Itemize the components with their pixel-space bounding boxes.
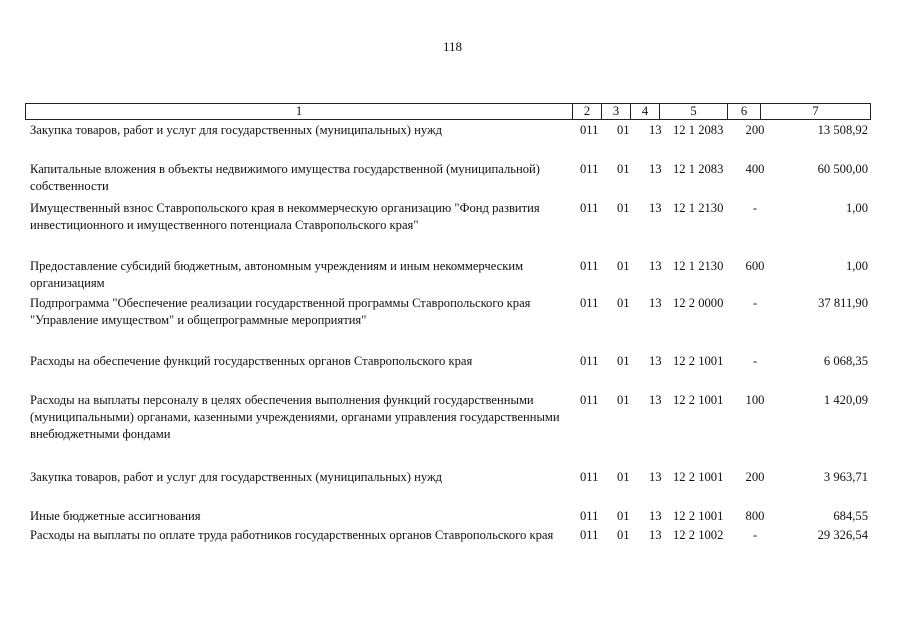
row-target-article: 12 1 2130 <box>673 259 724 273</box>
header-col-4: 4 <box>630 104 659 119</box>
header-col-1: 1 <box>295 104 303 118</box>
row-subsection: 13 <box>649 354 662 368</box>
row-name: Иные бюджетные ассигнования <box>30 509 201 523</box>
row-amount: 60 500,00 <box>817 162 868 176</box>
page-number: 118 <box>442 39 463 54</box>
row-ministry-code: 011 <box>580 201 599 215</box>
row-section: 01 <box>617 259 630 273</box>
row-expense-type: - <box>752 296 758 310</box>
row-expense-type: - <box>752 528 758 542</box>
row-name: Расходы на обеспечение функций государственных органов Ставропольского края <box>30 354 473 368</box>
row-name: Имущественный взнос Ставропольского края в некоммерческую организацию "Фонд развития инвестиционного и имущественного потенциала Ставропольского края" <box>30 201 540 232</box>
row-name: Закупка товаров, работ и услуг для государственных (муниципальных) нужд <box>30 123 443 137</box>
row-target-article: 12 2 1001 <box>673 393 724 407</box>
row-subsection: 13 <box>649 296 662 310</box>
row-subsection: 13 <box>649 509 662 523</box>
row-section: 01 <box>617 470 630 484</box>
row-ministry-code: 011 <box>580 509 599 523</box>
row-target-article: 12 2 0000 <box>673 296 724 310</box>
row-expense-type: 800 <box>745 509 765 523</box>
row-amount: 1,00 <box>845 201 868 215</box>
row-ministry-code: 011 <box>580 528 599 542</box>
header-col-7: 7 <box>760 104 870 119</box>
row-ministry-code: 011 <box>580 354 599 368</box>
row-expense-type: - <box>752 201 758 215</box>
row-expense-type: 600 <box>745 259 765 273</box>
row-target-article: 12 2 1002 <box>673 528 724 542</box>
row-name: Капитальные вложения в объекты недвижимого имущества государственной (муниципальной) собственности <box>30 162 540 193</box>
row-amount: 1,00 <box>845 259 868 273</box>
row-ministry-code: 011 <box>580 162 599 176</box>
row-section: 01 <box>617 528 630 542</box>
row-expense-type: 200 <box>745 470 765 484</box>
row-section: 01 <box>617 296 630 310</box>
row-ministry-code: 011 <box>580 393 599 407</box>
row-target-article: 12 2 1001 <box>673 354 724 368</box>
row-name: Предоставление субсидий бюджетным, автономным учреждениям и иным некоммерческим организациям <box>30 259 524 290</box>
row-ministry-code: 011 <box>580 470 599 484</box>
row-amount: 1 420,09 <box>823 393 868 407</box>
row-subsection: 13 <box>649 123 662 137</box>
header-col-6: 6 <box>727 104 760 119</box>
row-ministry-code: 011 <box>580 259 599 273</box>
row-name: Закупка товаров, работ и услуг для государственных (муниципальных) нужд <box>30 470 443 484</box>
row-target-article: 12 2 1001 <box>673 470 724 484</box>
row-expense-type: - <box>752 354 758 368</box>
header-col-5: 5 <box>659 104 727 119</box>
row-subsection: 13 <box>649 528 662 542</box>
row-amount: 6 068,35 <box>823 354 868 368</box>
row-amount: 13 508,92 <box>817 123 868 137</box>
row-ministry-code: 011 <box>580 296 599 310</box>
row-target-article: 12 1 2083 <box>673 162 724 176</box>
row-expense-type: 200 <box>745 123 765 137</box>
row-subsection: 13 <box>649 259 662 273</box>
row-target-article: 12 2 1001 <box>673 509 724 523</box>
row-section: 01 <box>617 354 630 368</box>
row-subsection: 13 <box>649 201 662 215</box>
row-section: 01 <box>617 509 630 523</box>
header-col-3: 3 <box>601 104 630 119</box>
row-amount: 684,55 <box>833 509 868 523</box>
header-col-2: 2 <box>572 104 601 119</box>
row-section: 01 <box>617 201 630 215</box>
row-section: 01 <box>617 393 630 407</box>
row-target-article: 12 1 2130 <box>673 201 724 215</box>
row-expense-type: 400 <box>745 162 765 176</box>
row-amount: 3 963,71 <box>823 470 868 484</box>
row-name: Расходы на выплаты по оплате труда работников государственных органов Ставропольского края <box>30 528 554 542</box>
row-section: 01 <box>617 162 630 176</box>
row-name: Подпрограмма "Обеспечение реализации государственной программы Ставропольского края "Управление имуществом" и общепрограммные мероприятия" <box>30 296 531 327</box>
row-target-article: 12 1 2083 <box>673 123 724 137</box>
row-subsection: 13 <box>649 393 662 407</box>
row-subsection: 13 <box>649 162 662 176</box>
row-amount: 29 326,54 <box>817 528 868 542</box>
table-header <box>25 103 871 120</box>
row-amount: 37 811,90 <box>818 296 868 310</box>
row-section: 01 <box>617 123 630 137</box>
row-name: Расходы на выплаты персоналу в целях обеспечения выполнения функций государственными (муниципальными) органами, казенными учреждениями, органами управления государственными внебюджетными фондами <box>30 393 560 441</box>
row-subsection: 13 <box>649 470 662 484</box>
row-ministry-code: 011 <box>580 123 599 137</box>
row-expense-type: 100 <box>745 393 765 407</box>
